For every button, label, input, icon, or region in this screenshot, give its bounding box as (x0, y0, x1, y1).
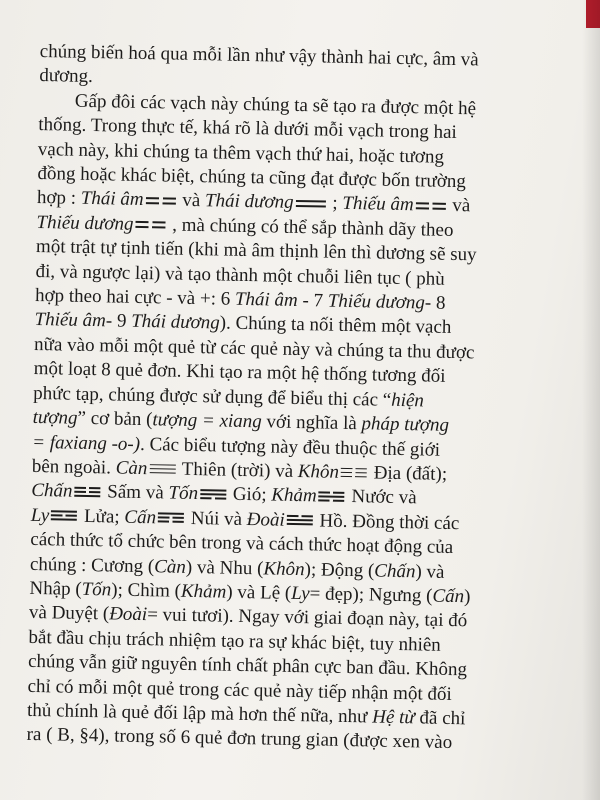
text-segment: ) (463, 586, 471, 608)
text-segment: - 9 (105, 310, 132, 333)
text-segment: và (177, 190, 206, 212)
term-khon: Khôn (263, 557, 305, 580)
text-segment: ) và Lệ ( (226, 581, 292, 604)
term-ton: Tốn (168, 482, 199, 505)
text-segment: - 7 (297, 290, 329, 312)
text-segment: ); Động ( (304, 558, 375, 582)
term-thieu-duong: Thiếu dương (327, 290, 426, 314)
term-chan: Chấn (31, 480, 73, 503)
text-line: thống. Trong thực tế, khá rõ là dưới mỗi vạch trong hai (38, 114, 458, 144)
term-xiang: tượng = xiang (152, 409, 262, 433)
page-edge-shadow (582, 0, 600, 800)
text-segment: ). Chúng ta nối thêm một vạch (219, 312, 452, 339)
symbol-thieu-am-icon (416, 201, 446, 212)
text-segment: chúng : Cương ( (29, 553, 155, 577)
term-hien: hiện (390, 389, 425, 412)
term-kham: Khảm (180, 580, 227, 603)
term-ton: Tốn (81, 578, 112, 601)
text-segment: Địa (đất); (368, 462, 448, 485)
text-line: cách thức tổ chức bên trong và cách thức hoạt động của (30, 529, 454, 559)
text-segment: = vui tươi). Ngay với giai đoạn này, tại đó (146, 604, 468, 632)
text-segment: với nghĩa là (261, 411, 362, 435)
term-thai-duong: Thái dương (130, 311, 220, 334)
symbol-thai-am-icon (145, 196, 175, 207)
text-segment: Thiên (trời) và (177, 458, 299, 482)
text-segment: Nhập ( (29, 577, 82, 600)
trigram-can-icon (149, 464, 175, 476)
term-ly: Ly (30, 504, 50, 526)
text-segment: ; (327, 192, 343, 215)
term-he-tu: Hệ từ (372, 706, 415, 729)
text-segment: thủ chính là quẻ đối lập mà hơn thế nữa, như (26, 699, 373, 728)
symbol-thieu-duong-icon (135, 220, 165, 231)
term-thieu-am: Thiếu âm (342, 193, 414, 216)
term-can: Càn (154, 555, 187, 578)
text-segment: hợp theo hai cực - và +: 6 (34, 285, 236, 310)
term-ly: Ly (291, 582, 310, 605)
text-segment: bên ngoài. (31, 455, 116, 479)
text-segment: Gió; (227, 484, 272, 506)
text-segment: Lửa; (79, 505, 125, 528)
text-segment: ” cơ bản ( (77, 407, 153, 431)
trigram-doai-icon (287, 515, 313, 527)
trigram-kham-icon (319, 491, 345, 503)
text-segment: ) và Nhu ( (185, 556, 264, 579)
text-segment: Núi và (185, 507, 247, 530)
text-line: một loạt 8 quẻ đơn. Khi tạo ra một hệ thống tương đối (33, 358, 446, 388)
term-doai: Đoài (246, 508, 285, 531)
text-segment: Hồ. Đồng thời các (314, 510, 460, 534)
text-segment: đã chỉ (414, 707, 466, 730)
term-thai-am: Thái âm (80, 188, 144, 211)
term-kham: Khảm (271, 484, 317, 507)
text-segment: ) và (415, 560, 445, 583)
trigram-ton-icon (200, 489, 226, 501)
text-segment: ); Chìm ( (111, 579, 182, 602)
text-line: một trật tự tịnh tiến (khi mà âm thịnh lên thì dương sẽ suy (35, 236, 477, 266)
text-segment: và (447, 195, 471, 217)
text-line: vạch này, khi chúng ta thêm vạch thứ hai, hoặc tương (37, 138, 445, 168)
term-tuong: tượng (32, 407, 78, 429)
text-segment: . Các biểu tượng này đều thuộc thế giới (139, 433, 441, 461)
term-thieu-am: Thiếu âm (34, 309, 107, 332)
text-line: bắt đầu chịu trách nhiệm tạo ra sự khác biệt, tuy nhiên (28, 626, 442, 656)
text-line: đi, và ngược lại) và tạo thành một chuỗi liên tục ( phù (35, 260, 445, 290)
symbol-thai-duong-icon (296, 199, 326, 210)
term-khon: Khôn (297, 460, 340, 483)
text-line: đồng hoặc khác biệt, chúng ta cũng đạt được bốn trường (37, 163, 467, 193)
term-phap-tuong: pháp tượng (361, 413, 450, 437)
text-segment: và Duyệt ( (28, 602, 110, 625)
term-chan: Chấn (374, 560, 416, 582)
text-segment: = đẹp); Ngưng ( (309, 583, 433, 607)
term-doai: Đoài (108, 603, 148, 626)
text-line: dương. (39, 65, 94, 88)
text-line: nữa vào mỗi một quẻ từ các quẻ này và chúng ta thu được (33, 333, 475, 364)
trigram-ly-icon (51, 511, 77, 523)
text-line: chúng vẫn giữ nguyên tính chất phân cực ban đầu. Không (27, 651, 468, 681)
trigram-chan-icon (74, 487, 100, 499)
text-segment: Nước và (346, 486, 417, 509)
text-line: ra ( B, §4), trong số 6 quẻ đơn trung gian (được xen vào (26, 724, 453, 754)
term-can-mountain: Cấn (432, 585, 465, 608)
term-can-mountain: Cấn (124, 506, 157, 529)
term-faxiang: = faxiang -o-) (32, 431, 141, 455)
text-line: chỉ có mỗi một quẻ trong các quẻ này tiếp nhận một đối (27, 675, 452, 705)
text-segment: , mà chúng có thể sắp thành dãy theo (167, 214, 454, 241)
text-segment: - 8 (424, 292, 446, 314)
term-thieu-duong: Thiếu dương (36, 211, 134, 235)
term-thai-am: Thái âm (234, 288, 298, 312)
text-segment: hợp : (36, 187, 81, 210)
term-thai-duong: Thái dương (204, 190, 294, 214)
body-text (26, 40, 539, 757)
trigram-khon-icon (341, 467, 367, 479)
term-can: Càn (115, 457, 148, 480)
trigram-can-mountain-icon (158, 513, 184, 525)
text-segment: Sấm và (102, 481, 169, 504)
text-line: Gấp đôi các vạch này chúng ta sẽ tạo ra được một hệ (74, 90, 477, 120)
text-segment: phức tạp, chúng được sử dụng để biểu thị các “ (33, 382, 392, 411)
text-line: chúng biến hoá qua mỗi lần như vậy thành hai cực, âm và (39, 40, 479, 71)
